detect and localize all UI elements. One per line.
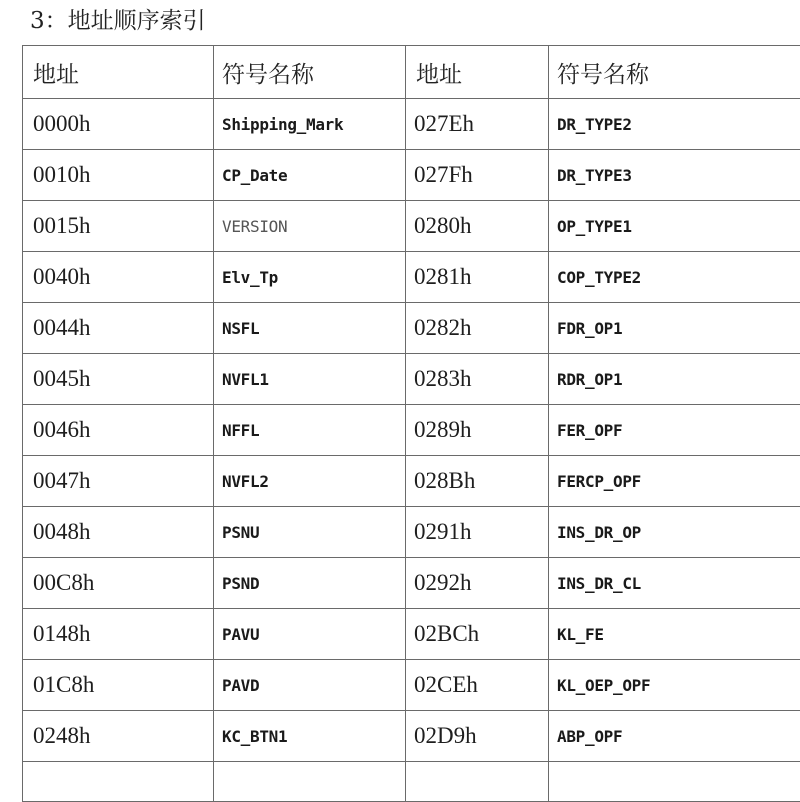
symbol-name-cell: FERCP_OPF <box>549 456 800 507</box>
address-cell: 01C8h <box>23 660 214 711</box>
address-index-table <box>22 45 800 802</box>
address-cell: 0248h <box>23 711 214 762</box>
symbol-name-cell: INS_DR_OP <box>549 507 800 558</box>
symbol-name-cell: ABP_OPF <box>549 711 800 762</box>
header-address: 地址 <box>23 46 214 99</box>
address-cell: 0040h <box>23 252 214 303</box>
table-row <box>23 354 800 405</box>
address-cell: 0282h <box>406 303 549 354</box>
address-cell: 0010h <box>23 150 214 201</box>
table-header-row <box>23 46 800 99</box>
address-cell: 0015h <box>23 201 214 252</box>
address-cell: 0281h <box>406 252 549 303</box>
symbol-name-cell: COP_TYPE2 <box>549 252 800 303</box>
symbol-name-cell: INS_DR_CL <box>549 558 800 609</box>
address-cell: 0046h <box>23 405 214 456</box>
symbol-name-cell: PSND <box>214 558 406 609</box>
table-row <box>23 99 800 150</box>
empty-cell <box>23 762 214 802</box>
symbol-name-cell: FDR_OP1 <box>549 303 800 354</box>
table-row <box>23 456 800 507</box>
address-cell: 0283h <box>406 354 549 405</box>
symbol-name-cell: NSFL <box>214 303 406 354</box>
symbol-name-cell: KL_FE <box>549 609 800 660</box>
table-row <box>23 150 800 201</box>
address-cell: 02CEh <box>406 660 549 711</box>
symbol-name-cell: PAVU <box>214 609 406 660</box>
address-cell: 02BCh <box>406 609 549 660</box>
address-cell: 0047h <box>23 456 214 507</box>
address-cell: 02D9h <box>406 711 549 762</box>
symbol-name-cell: KL_OEP_OPF <box>549 660 800 711</box>
table-row <box>23 558 800 609</box>
table-row <box>23 660 800 711</box>
header-symbol-name: 符号名称 <box>549 46 800 99</box>
header-address: 地址 <box>406 46 549 99</box>
address-cell: 0044h <box>23 303 214 354</box>
symbol-name-cell: CP_Date <box>214 150 406 201</box>
symbol-name-cell: DR_TYPE2 <box>549 99 800 150</box>
symbol-name-cell: KC_BTN1 <box>214 711 406 762</box>
table-row <box>23 201 800 252</box>
address-cell: 0291h <box>406 507 549 558</box>
symbol-name-cell: NFFL <box>214 405 406 456</box>
symbol-name-cell: DR_TYPE3 <box>549 150 800 201</box>
symbol-name-cell: NVFL2 <box>214 456 406 507</box>
table-row <box>23 711 800 762</box>
address-cell: 00C8h <box>23 558 214 609</box>
symbol-name-cell: Shipping_Mark <box>214 99 406 150</box>
address-cell: 0280h <box>406 201 549 252</box>
table-row <box>23 507 800 558</box>
address-cell: 0000h <box>23 99 214 150</box>
symbol-name-cell: NVFL1 <box>214 354 406 405</box>
empty-cell <box>549 762 800 802</box>
table-row <box>23 303 800 354</box>
address-cell: 0048h <box>23 507 214 558</box>
address-cell: 027Eh <box>406 99 549 150</box>
section-heading: 3：地址顺序索引 <box>30 2 206 40</box>
symbol-name-cell: PSNU <box>214 507 406 558</box>
table-row-cut-off <box>23 762 800 802</box>
table-row <box>23 609 800 660</box>
symbol-name-cell: PAVD <box>214 660 406 711</box>
address-cell: 028Bh <box>406 456 549 507</box>
empty-cell <box>214 762 406 802</box>
table-row <box>23 405 800 456</box>
symbol-name-cell: RDR_OP1 <box>549 354 800 405</box>
symbol-name-cell: VERSION <box>214 201 406 252</box>
symbol-name-cell: OP_TYPE1 <box>549 201 800 252</box>
header-symbol-name: 符号名称 <box>214 46 406 99</box>
symbol-name-cell: FER_OPF <box>549 405 800 456</box>
address-cell: 0289h <box>406 405 549 456</box>
address-cell: 027Fh <box>406 150 549 201</box>
address-cell: 0148h <box>23 609 214 660</box>
symbol-name-cell: Elv_Tp <box>214 252 406 303</box>
empty-cell <box>406 762 549 802</box>
table-row <box>23 252 800 303</box>
address-cell: 0045h <box>23 354 214 405</box>
address-cell: 0292h <box>406 558 549 609</box>
